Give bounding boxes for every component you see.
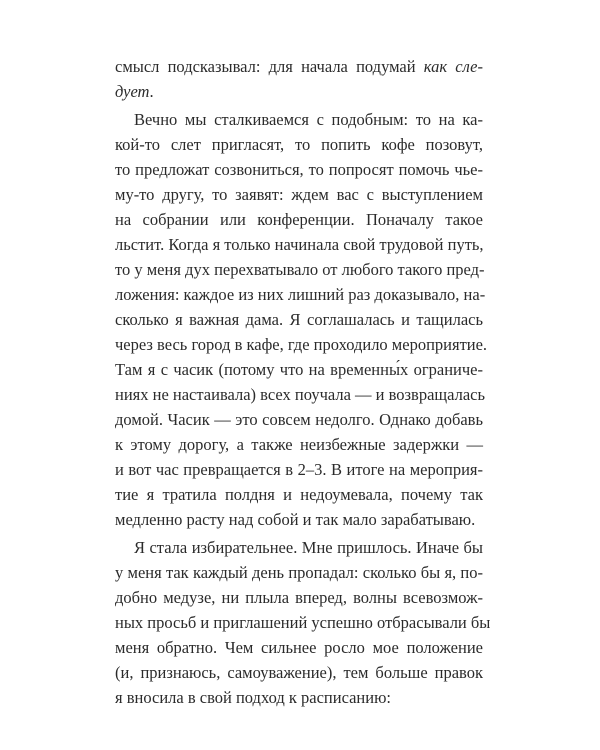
text-line: меня обратно. Чем сильнее росло мое положение bbox=[115, 638, 483, 657]
text-line: то предложат созвониться, то попросят помочь чье- bbox=[115, 160, 483, 179]
text-line: Там я с часик (потому что на временны́х ограниче- bbox=[115, 360, 483, 379]
text-line: добно медузе, ни плыла вперед, волны всевозмож- bbox=[115, 588, 483, 607]
text-line: медленно расту над собой и так мало зарабатываю. bbox=[115, 510, 476, 529]
text-line: и вот час превращается в 2–3. В итоге на мероприя- bbox=[115, 460, 483, 479]
paragraph-first-line: Я стала избирательнее. Мне пришлось. Иначе бы bbox=[134, 538, 483, 557]
text-line: я вносила в свой подход к расписанию: bbox=[115, 688, 391, 707]
text-line: домой. Часик — это совсем недолго. Однако добавь bbox=[115, 410, 483, 429]
text-line: к этому дорогу, а также неизбежные задержки — bbox=[115, 435, 483, 454]
text-line: льстит. Когда я только начинала свой трудовой путь, bbox=[115, 235, 484, 254]
italic-span: дует bbox=[115, 82, 150, 101]
text-line: у меня так каждый день пропадал: сколько бы я, по- bbox=[115, 563, 483, 582]
text-span: . bbox=[149, 82, 154, 101]
text-line: то у меня дух перехватывало от любого такого пред- bbox=[115, 260, 485, 279]
text-line: ниях не настаивала) всех поучала — и возвращалась bbox=[115, 385, 485, 404]
text-span: смысл подсказывал: для начала подумай bbox=[115, 57, 424, 76]
text-line: тие я тратила полдня и недоумевала, почему так bbox=[115, 485, 483, 504]
paragraph-first-line: Вечно мы сталкиваемся с подобным: то на ка- bbox=[134, 110, 483, 129]
text-line: кой-то слет пригласят, то попить кофе позовут, bbox=[115, 135, 483, 154]
text-line: (и, признаюсь, самоуважение), тем больше правок bbox=[115, 663, 483, 682]
italic-span: как сле- bbox=[423, 57, 483, 76]
text-line: через весь город в кафе, где проходило мероприятие. bbox=[115, 335, 488, 354]
text-line: му-то другу, то заявят: ждем вас с выступлением bbox=[115, 185, 483, 204]
text-line: ложения: каждое из них лишний раз доказывало, на- bbox=[115, 285, 486, 304]
text-line bbox=[115, 82, 483, 102]
text-line bbox=[115, 57, 483, 77]
text-line: на собрании или конференции. Поначалу такое bbox=[115, 210, 483, 229]
text-line: сколько я важная дама. Я соглашалась и тащилась bbox=[115, 310, 483, 329]
text-line: ных просьб и приглашений успешно отбрасывали бы bbox=[115, 613, 491, 632]
